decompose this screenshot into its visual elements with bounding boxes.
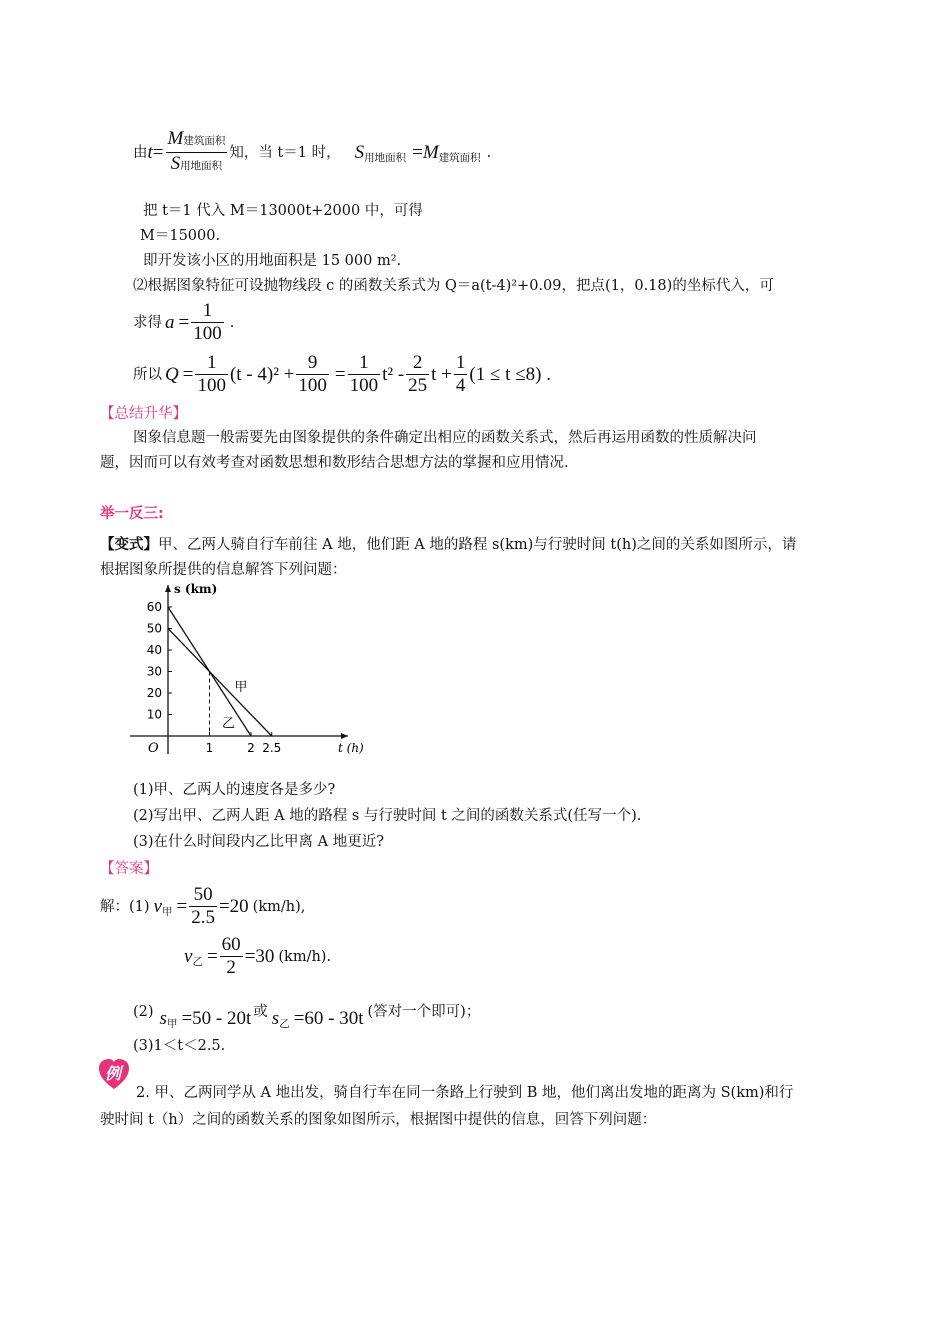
variation-sub-1: (1)甲、乙两人的速度各是多少? (133, 782, 336, 798)
y-axis-arrow (165, 585, 171, 592)
formula-line-6 (133, 300, 234, 345)
variation-tag: 【变式】 (100, 537, 158, 553)
f1-den: 100 (197, 375, 226, 396)
expr-3: t + (431, 363, 452, 385)
y-tick-label: 10 (146, 707, 162, 722)
frac-num-sub: 建筑面积 (183, 135, 226, 147)
equals: = (152, 141, 164, 163)
unit-1: (km/h) (252, 898, 301, 915)
f4-den: 25 (408, 375, 428, 396)
s-sub-jia: 甲 (166, 1018, 178, 1030)
f1-num: 1 (195, 352, 228, 375)
var-s-jia: s (159, 1008, 167, 1029)
example-badge-icon (97, 1057, 131, 1091)
s-jia-expr: =50 - 20t (181, 1008, 252, 1029)
v-yi-result: =30 (244, 945, 275, 967)
example-text-1: 2. 甲、乙两同学从 A 地出发，骑自行车在同一条路上行驶到 B 地，他们离出发地的距离为 S(km)和行 (136, 1085, 794, 1101)
var-m: M (422, 141, 439, 163)
fraction-v-jia (189, 884, 217, 929)
y-tick-label: 20 (146, 686, 162, 700)
summary-text-1: 图象信息题一般需要先由图象提供的条件确定出相应的函数关系式，然后再运用函数的性质解决问 (133, 430, 757, 446)
y-tick-label: 50 (146, 621, 162, 636)
answer-heading: 【答案】 (100, 861, 158, 877)
summary-heading: 【总结升华】 (100, 406, 187, 422)
var-s-sub: 用地面积 (364, 151, 407, 164)
f2-num: 9 (296, 352, 329, 375)
variation-question-1 (100, 535, 796, 555)
frac-a-num: 1 (191, 300, 224, 323)
text-mid: 知，当 t＝1 时， (229, 144, 341, 161)
text-or: 或 (253, 1004, 268, 1020)
v-yi-num: 60 (221, 934, 241, 955)
summary-text-2: 题，因而可以有效考查对函数思想和数形结合思想方法的掌握和应用情况. (100, 455, 569, 471)
y-tick-label: 30 (146, 664, 162, 679)
var-s-yi: s (271, 1008, 280, 1029)
frac-num: M (167, 128, 184, 149)
fraction-3 (348, 352, 381, 397)
equals-3: = (178, 311, 190, 333)
equals-5: = (334, 363, 346, 385)
period-2: . (229, 314, 235, 331)
answer-line-1 (100, 884, 305, 929)
y-tick-label: 60 (146, 600, 162, 614)
f5-den: 4 (455, 375, 466, 396)
equals-a2: = (206, 945, 218, 967)
v-jia-den: 2.5 (191, 907, 215, 928)
answer-line-4: (3)1＜t＜2.5. (133, 1038, 226, 1054)
text-qiude: 求得 (133, 314, 162, 331)
v-jia-num: 50 (189, 884, 217, 907)
text-suoyi: 所以 (133, 366, 162, 383)
text-you: 由 (133, 144, 148, 161)
p2-prefix: (2) (133, 1004, 154, 1020)
x-axis-arrow (341, 733, 348, 739)
example-badge-text: 例 (105, 1064, 122, 1083)
answer-intro: 解：(1) (100, 898, 150, 915)
variation-sub-2: (2)写出甲、乙两人距 A 地的路程 s 与行驶时间 t 之间的函数关系式(任写一个). (133, 808, 642, 824)
fraction-1 (195, 352, 228, 397)
comma-1: , (300, 898, 306, 915)
unit-2: (km/h) (278, 948, 327, 965)
equals-4: = (182, 363, 194, 385)
fraction-m-over-s (166, 128, 228, 177)
series-label-jia: 甲 (234, 679, 248, 695)
v-yi-den: 2 (226, 957, 236, 978)
x-axis-label: t (h) (338, 741, 364, 755)
x-tick-label: 2 (247, 741, 255, 755)
series-line-1 (168, 629, 272, 737)
equals-a1: = (176, 895, 188, 917)
expr-2: t² - (382, 363, 405, 385)
origin-label: O (148, 741, 159, 756)
s-yi-expr: =60 - 30t (293, 1008, 364, 1029)
v-jia-result: =20 (218, 895, 249, 917)
text-line-2: 把 t＝1 代入 M＝13000t+2000 中，可得 (143, 203, 423, 219)
var-v-yi: v (184, 945, 193, 967)
fraction-4 (406, 352, 429, 397)
distance-time-chart (126, 579, 376, 761)
variation-q1-text: 甲、乙两人骑自行车前往 A 地，他们距 A 地的路程 s(km)与行驶时间 t(h)之间的关系如图所示，请 (158, 537, 797, 553)
text-line-4: 即开发该小区的用地面积是 15 000 m². (143, 253, 402, 269)
frac-a-den: 100 (193, 323, 222, 344)
formula-line-1 (133, 128, 491, 177)
sub-yi: 乙 (192, 955, 203, 968)
f2-den: 100 (298, 375, 327, 396)
text-line-5: ⑵根据图象特征可设抛物线段 c 的函数关系式为 Q＝a(t-4)²+0.09，把点(1，0.18)的坐标代入，可 (133, 278, 774, 294)
var-q: Q (165, 363, 179, 385)
answer-line-3 (133, 990, 480, 1034)
expr-1: (t - 4)² + (229, 363, 295, 385)
var-s: S (354, 141, 365, 163)
f3-den: 100 (349, 375, 379, 396)
f4-num: 2 (406, 352, 429, 375)
x-tick-label: 2.5 (262, 741, 282, 755)
x-tick-label: 1 (205, 741, 214, 755)
variation-question-2: 根据图象所提供的信息解答下列问题： (100, 562, 347, 578)
formula-line-7 (133, 352, 551, 397)
p2-suffix: (答对一个即可)； (367, 1004, 481, 1020)
var-m-sub: 建筑面积 (438, 151, 481, 164)
variation-sub-3: (3)在什么时间段内乙比甲离 A 地更近? (133, 834, 385, 850)
fraction-2 (296, 352, 329, 397)
fraction-a (191, 300, 224, 345)
f5-num: 1 (455, 352, 466, 373)
y-tick-label: 40 (146, 643, 162, 657)
expr-4: (1 ≤ t ≤8) . (469, 363, 551, 385)
var-a: a (165, 311, 175, 333)
period: . (486, 144, 492, 161)
frac-den-sub: 用地面积 (180, 160, 223, 172)
y-axis-label: s (km) (174, 582, 218, 596)
variation-heading: 举一反三: (100, 506, 164, 522)
var-v-jia: v (153, 895, 162, 917)
var-t: t (147, 141, 153, 163)
series-label-yi: 乙 (221, 716, 235, 732)
f3-num: 1 (348, 352, 381, 375)
dot-2: . (326, 948, 332, 965)
equals-2: = (412, 141, 423, 163)
s-sub-yi: 乙 (279, 1018, 290, 1030)
answer-line-2 (184, 934, 331, 979)
fraction-5 (454, 352, 468, 397)
example-text-2: 驶时间 t（h）之间的函数关系的图象如图所示，根据图中提供的信息，回答下列问题： (100, 1112, 657, 1128)
sub-jia: 甲 (161, 905, 173, 918)
text-line-3: M＝15000. (140, 228, 221, 244)
frac-den: S (170, 153, 181, 174)
fraction-v-yi (220, 934, 243, 979)
